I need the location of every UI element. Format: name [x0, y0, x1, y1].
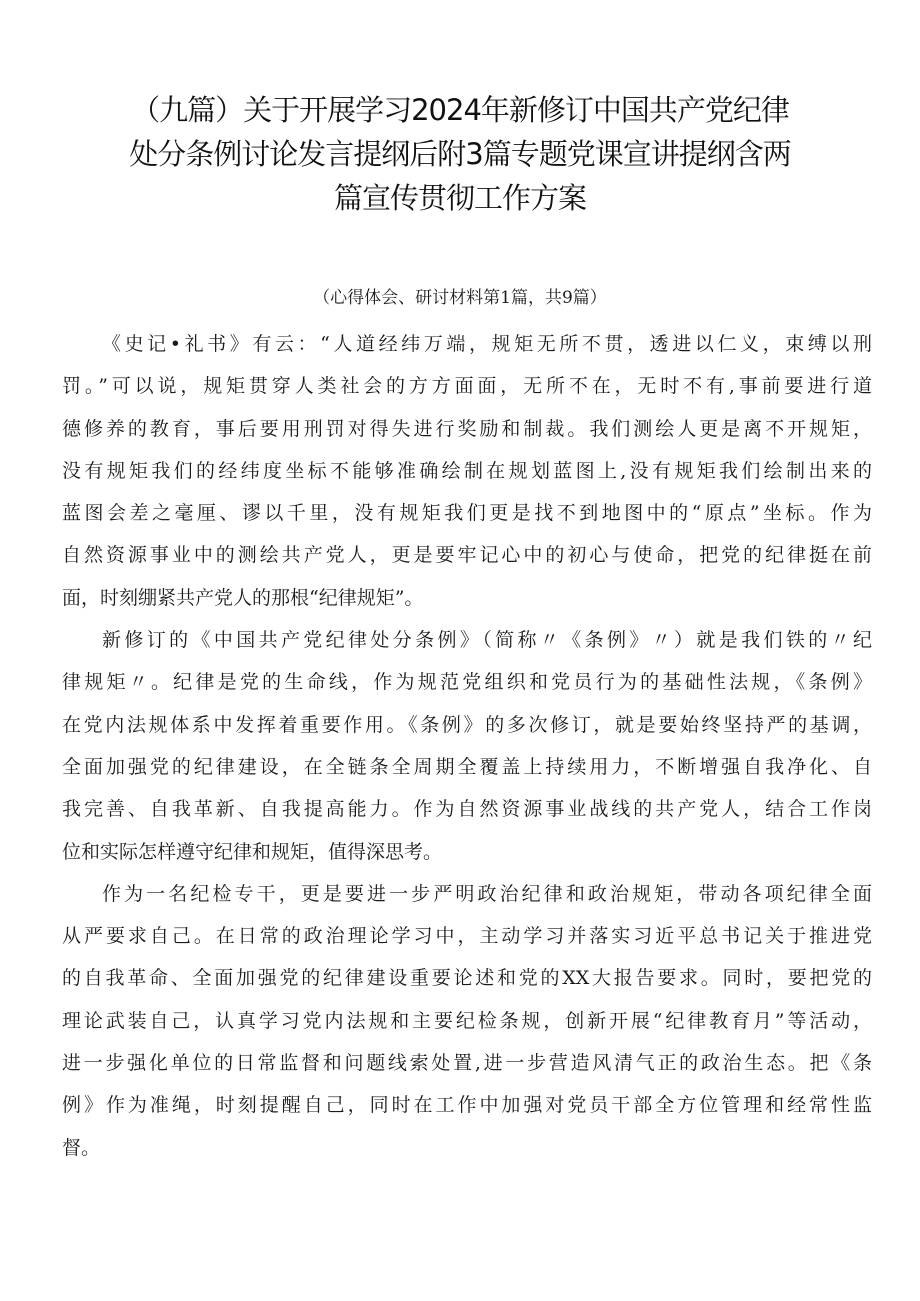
text-line: 蓝图会差之毫厘、谬以千里，没有规矩我们更是找不到地图中的“原点”坐标。作为 — [62, 502, 872, 525]
text-line: 没有规矩我们的经纬度坐标不能够准确绘制在规划蓝图上,没有规矩我们绘制出来的 — [62, 459, 872, 482]
text-line: 我完善、自我革新、自我提高能力。作为自然资源事业战线的共产党人，结合工作岗 — [62, 798, 872, 821]
text-line: 位和实际怎样遵守纪律和规矩，值得深思考。 — [62, 840, 443, 863]
document-subtitle: （心得体会、研讨材料第1篇，共9篇） — [313, 288, 607, 308]
text-line: 罚。”可以说，规矩贯穿人类社会的方方面面，无所不在，无时不有,事前要进行道 — [62, 375, 872, 398]
text-line: 律规矩〃。纪律是党的生命线，作为规范党组织和党员行为的基础性法规，《条例》 — [62, 671, 872, 694]
text-line: 新修订的《中国共产党纪律处分条例》（简称〃《条例》〃）就是我们铁的〃纪 — [102, 629, 872, 652]
text-line: 进一步强化单位的日常监督和问题线索处置,进一步营造风清气正的政治生态。把《条 — [62, 1052, 872, 1075]
text-line: 在党内法规体系中发挥着重要作用。《条例》的多次修订，就是要始终坚持严的基调， — [62, 713, 872, 736]
text-line: 作为一名纪检专干，更是要进一步严明政治纪律和政治规矩，带动各项纪律全面 — [102, 882, 872, 905]
text-line: 理论武装自己，认真学习党内法规和主要纪检条规，创新开展“纪律教育月”等活动， — [62, 1009, 872, 1032]
title-line: （九篇）关于开展学习2024年新修订中国共产党纪律 — [131, 93, 789, 127]
paragraph-1 — [62, 323, 872, 619]
document-title — [60, 88, 860, 220]
text-line: 督。 — [62, 1136, 101, 1159]
text-line: 全面加强党的纪律建设，在全链条全周期全覆盖上持续用力，不断增强自我净化、自 — [62, 755, 872, 778]
title-line: 处分条例讨论发言提纲后附3篇专题党课宣讲提纲含两 — [129, 137, 791, 171]
text-line: 面，时刻绷紧共产党人的那根“纪律规矩”。 — [62, 586, 424, 609]
text-line: 例》作为准绳，时刻提醒自己，同时在工作中加强对党员干部全方位管理和经常性监 — [62, 1094, 872, 1117]
text-line: 自然资源事业中的测绘共产党人，更是要牢记心中的初心与使命，把党的纪律挺在前 — [62, 544, 872, 567]
paragraph-2 — [62, 619, 872, 873]
document-body — [62, 323, 872, 1169]
title-line: 篇宣传贯彻工作方案 — [333, 181, 586, 215]
text-line: 德修养的教育，事后要用刑罚对得失进行奖励和制裁。我们测绘人更是离不开规矩， — [62, 417, 872, 440]
text-line: 从严要求自己。在日常的政治理论学习中，主动学习并落实习近平总书记关于推进党 — [62, 925, 872, 948]
text-line: 《史记•礼书》有云：“人道经纬万端，规矩无所不贯，透进以仁义，束缚以刑 — [102, 333, 872, 355]
text-line: 的自我革命、全面加强党的纪律建设重要论述和党的XX大报告要求。同时，要把党的 — [62, 967, 872, 990]
paragraph-3 — [62, 873, 872, 1169]
